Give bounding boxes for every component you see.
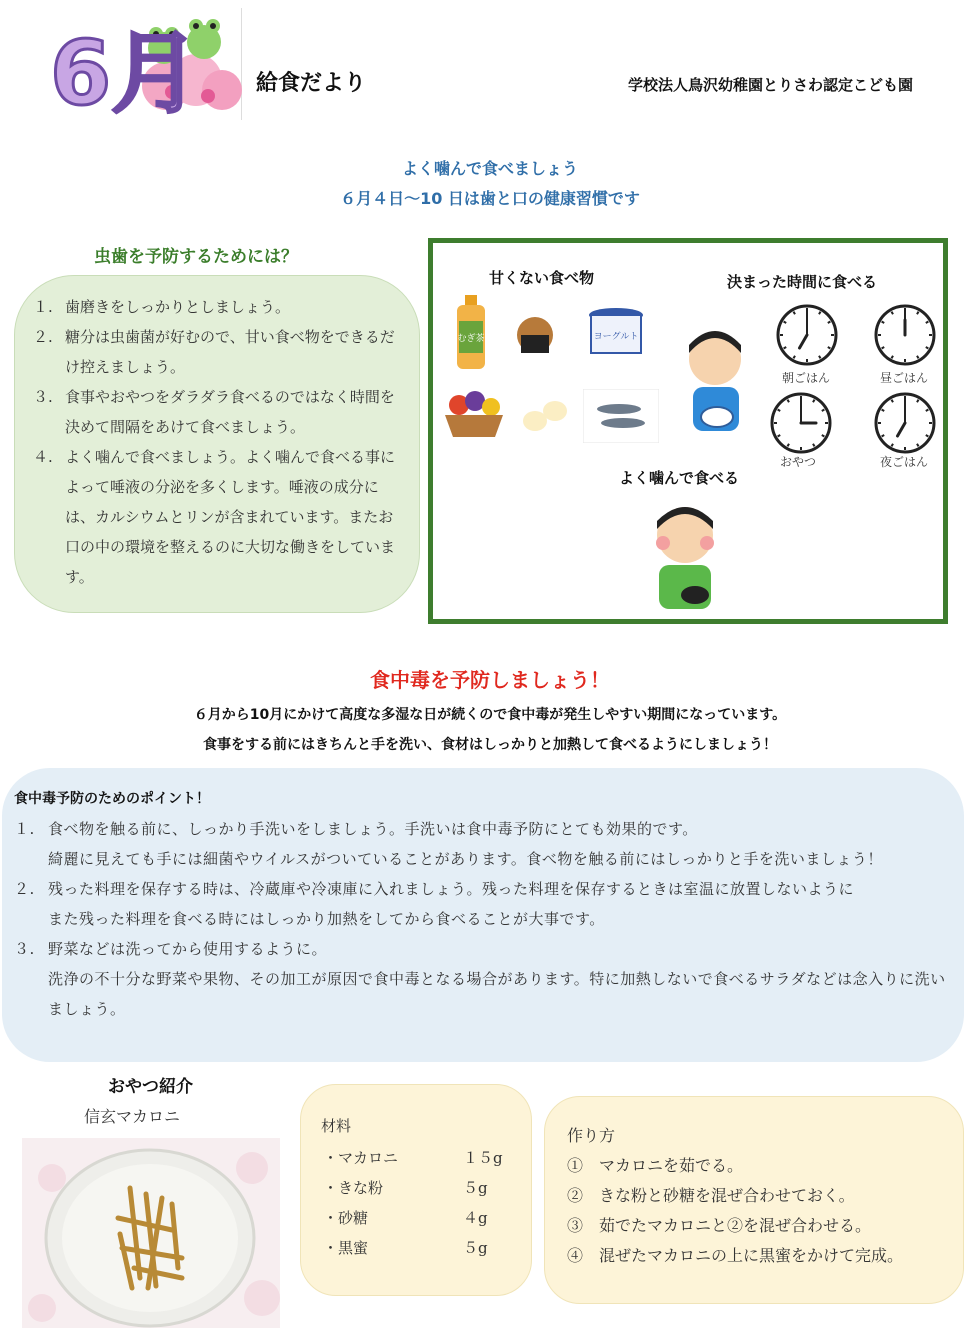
method-step: ③ 茹でたマカロニと②を混ぜ合わせる。: [567, 1216, 872, 1235]
dried-fish-icon: [583, 389, 659, 443]
month-badge: 6月: [50, 22, 200, 120]
clock-caption: おやつ: [779, 455, 816, 469]
method-title: 作り方: [567, 1126, 616, 1145]
ingredients-title: 材料: [321, 1117, 352, 1135]
method-step: ② きな粉と砂糖を混ぜ合わせておく。: [567, 1186, 855, 1205]
method-step: ① マカロニを茹でる。: [567, 1156, 744, 1175]
svg-text:むぎ茶: むぎ茶: [457, 334, 485, 344]
clock-snack-icon: [769, 391, 833, 455]
label-not-sweet: 甘くない食べ物: [489, 269, 595, 287]
clock-dinner-icon: [873, 391, 937, 455]
school-name: 学校法人鳥沢幼稚園とりさわ認定こども園: [628, 76, 914, 94]
list-item: ４. よく噛んで食べましょう。よく噛んで食べる事によって唾液の分泌を多くします。唾液の成分には、カルシウムとリンが含まれています。またお口の中の環境を整えるのに大切な働きをしています。: [33, 448, 396, 586]
snack-photo: [22, 1138, 280, 1328]
clock-caption: 夜ごはん: [879, 455, 928, 469]
points-list: [14, 814, 960, 1024]
cavity-heading: 虫歯を予防するためには？: [94, 247, 298, 267]
list-item: ２. 糖分は虫歯菌が好むので、甘い食べ物をできるだけ控えましょう。: [33, 328, 395, 376]
list-item: ２. 残った料理を保存する時は、冷蔵庫や冷凍庫に入れましょう。残った料理を保存するときは室温に放置しないように また残った料理を食べる時にはしっかり加熱をしてから食べることが大事です。: [14, 880, 855, 928]
tea-bottle-icon: [453, 295, 489, 371]
child-chewing-icon: [643, 499, 727, 611]
points-title: 食中毒予防のためのポイント！: [14, 791, 210, 807]
cavity-tips-list: [33, 292, 403, 592]
food-poisoning-line-1: ６月から10月にかけて高度な多湿な日が続くので食中毒が発生しやすい期間になっています。: [193, 707, 787, 723]
list-item: ３. 食事やおやつをダラダラ食べるのではなく時間を決めて間隔をあけて食べましょう。: [33, 388, 395, 436]
label-chew-well: よく噛んで食べる: [619, 469, 740, 487]
yogurt-icon: [587, 307, 645, 357]
cavity-tips-box: [14, 275, 420, 613]
healthy-eating-illustration: [428, 238, 948, 624]
clock-caption: 昼ごはん: [879, 371, 928, 385]
method-step: ④ 混ぜたマカロニの上に黒蜜をかけて完成。: [567, 1246, 904, 1265]
food-poisoning-line-2: 食事をする前にはきちんと手を洗い、食材はしっかりと加熱して食べるようにしましょう！: [203, 737, 777, 753]
intro-line-2: ６月４日～10 日は歯と口の健康習慣です: [340, 189, 640, 208]
snack-name: 信玄マカロニ: [84, 1107, 181, 1126]
food-poisoning-heading: 食中毒を予防しましょう！: [370, 668, 610, 692]
candy-icon: [519, 395, 571, 439]
ingredient-row: ・砂糖 ４g: [323, 1209, 488, 1227]
ingredient-row: ・マカロニ １５g: [323, 1149, 503, 1167]
label-fixed-time: 決まった時間に食べる: [727, 273, 878, 291]
clock-breakfast-icon: [775, 303, 839, 367]
snack-heading: おやつ紹介: [108, 1077, 193, 1097]
method-box: [544, 1096, 964, 1304]
rice-cracker-icon: [515, 315, 555, 355]
food-poisoning-points-box: [2, 768, 964, 1062]
clock-lunch-icon: [873, 303, 937, 367]
child-eating-icon: [683, 323, 749, 435]
vegetable-basket-icon: [441, 387, 507, 441]
clock-caption: 朝ごはん: [781, 371, 830, 385]
newsletter-title: 給食だより: [256, 71, 367, 96]
ingredient-row: ・きな粉 ５g: [323, 1179, 488, 1197]
list-item: １. 歯磨きをしっかりとしましょう。: [33, 298, 291, 316]
list-item: １. 食べ物を触る前に、しっかり手洗いをしましょう。手洗いは食中毒予防にとても効果的です。 綺麗に見えても手には細菌やウイルスがついていることがあります。食べ物を触る前にはしっかりと手を洗いましょう！: [14, 820, 883, 868]
list-item: ３. 野菜などは洗ってから使用するように。 洗浄の不十分な野菜や果物、その加工が原因で食中毒となる場合があります。特に加熱しないで食べるサラダなどは念入りに洗いましょう。: [14, 940, 946, 1018]
intro-line-1: よく噛んで食べましょう: [401, 159, 578, 178]
ingredient-row: ・黒蜜 ５g: [323, 1239, 488, 1257]
ingredients-box: [300, 1084, 532, 1296]
month-logo: [46, 8, 242, 120]
svg-text:ヨーグルト: ヨーグルト: [593, 332, 639, 342]
